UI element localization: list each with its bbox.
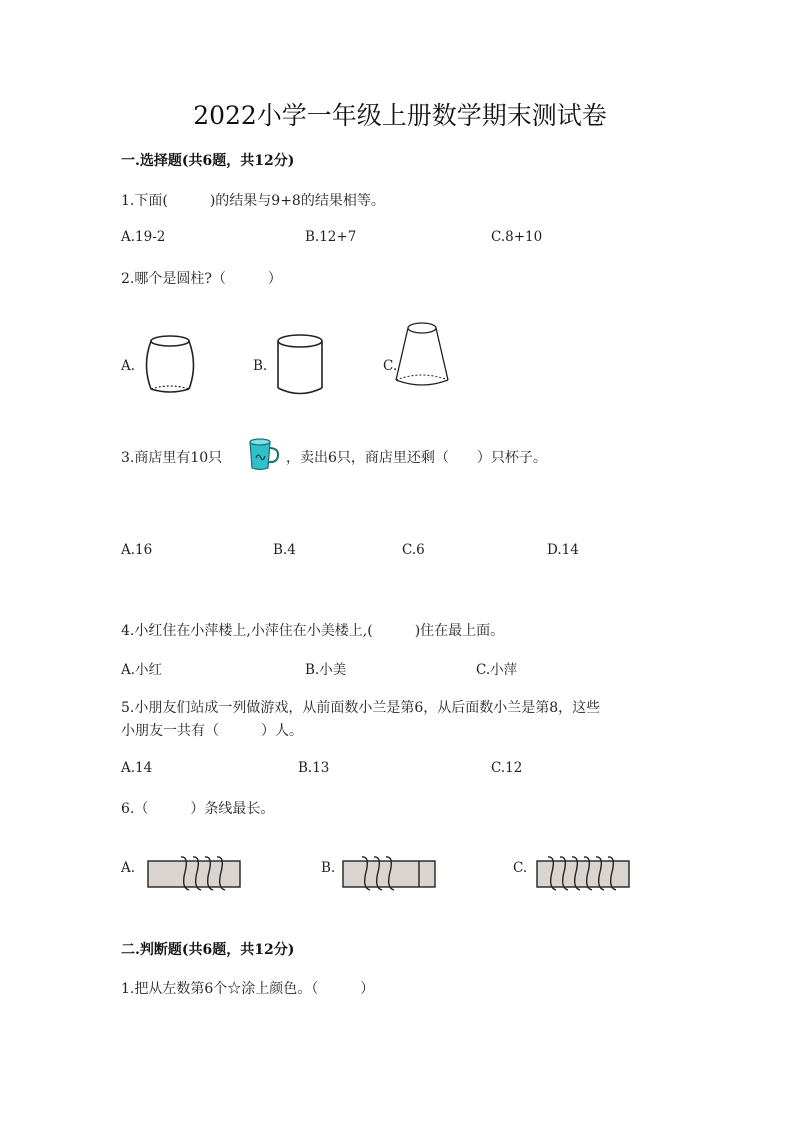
question-1-text: 1.下面( )的结果与9+8的结果相等。 [121,193,385,209]
question-2-option-b: B. [253,358,268,374]
cylinder-figure [275,333,325,397]
question-1-option-a: A.19-2 [121,229,166,245]
question-3-option-b: B.4 [273,542,296,558]
page-title: 2022小学一年级上册数学期末测试卷 [193,101,607,130]
question-1-option-b: B.12+7 [305,229,357,245]
question-4-text: 4.小红住在小萍楼上,小萍住在小美楼上,( )住在最上面。 [121,623,505,639]
question-5-option-a: A.14 [121,760,153,776]
question-3-text-before: 3.商店里有10只 [121,450,223,466]
cup-icon [246,438,282,472]
coil-figure-c [534,852,634,892]
question-2-text: 2.哪个是圆柱?（ ） [121,271,282,287]
question-6-option-a: A. [121,860,136,876]
question-2-option-c: C. [383,358,398,374]
question-5-text-line-2: 小朋友一共有（ ）人。 [121,723,303,739]
question-4-option-b: B.小美 [305,662,347,678]
question-3-text-after: ，卖出6只，商店里还剩（ ）只杯子。 [286,450,547,466]
question-3-option-c: C.6 [402,542,425,558]
question-2-option-a: A. [121,358,136,374]
question-5-text-line-1: 5.小朋友们站成一列做游戏，从前面数小兰是第6，从后面数小兰是第8，这些 [121,700,601,716]
coil-figure-b [340,852,440,892]
question-6-text: 6.（ ）条线最长。 [121,801,275,817]
question-1-option-c: C.8+10 [491,229,543,245]
question-6-option-c: C. [513,860,528,876]
coil-figure-a [145,852,245,892]
truncated-cone-figure [390,318,454,394]
question-3-option-d: D.14 [547,542,579,558]
question-6-option-b: B. [321,860,336,876]
question-5-option-c: C.12 [491,760,523,776]
question-3-option-a: A.16 [121,542,153,558]
judgement-question-1-text: 1.把从左数第6个☆涂上颜色。（ ） [121,981,375,997]
question-5-option-b: B.13 [298,760,330,776]
section-heading-judgement: 二.判断题(共6题，共12分) [121,942,295,958]
section-heading-choice: 一.选择题(共6题，共12分) [121,153,295,169]
question-4-option-a: A.小红 [121,662,163,678]
question-4-option-c: C.小萍 [476,662,518,678]
barrel-shape-figure [142,333,198,397]
